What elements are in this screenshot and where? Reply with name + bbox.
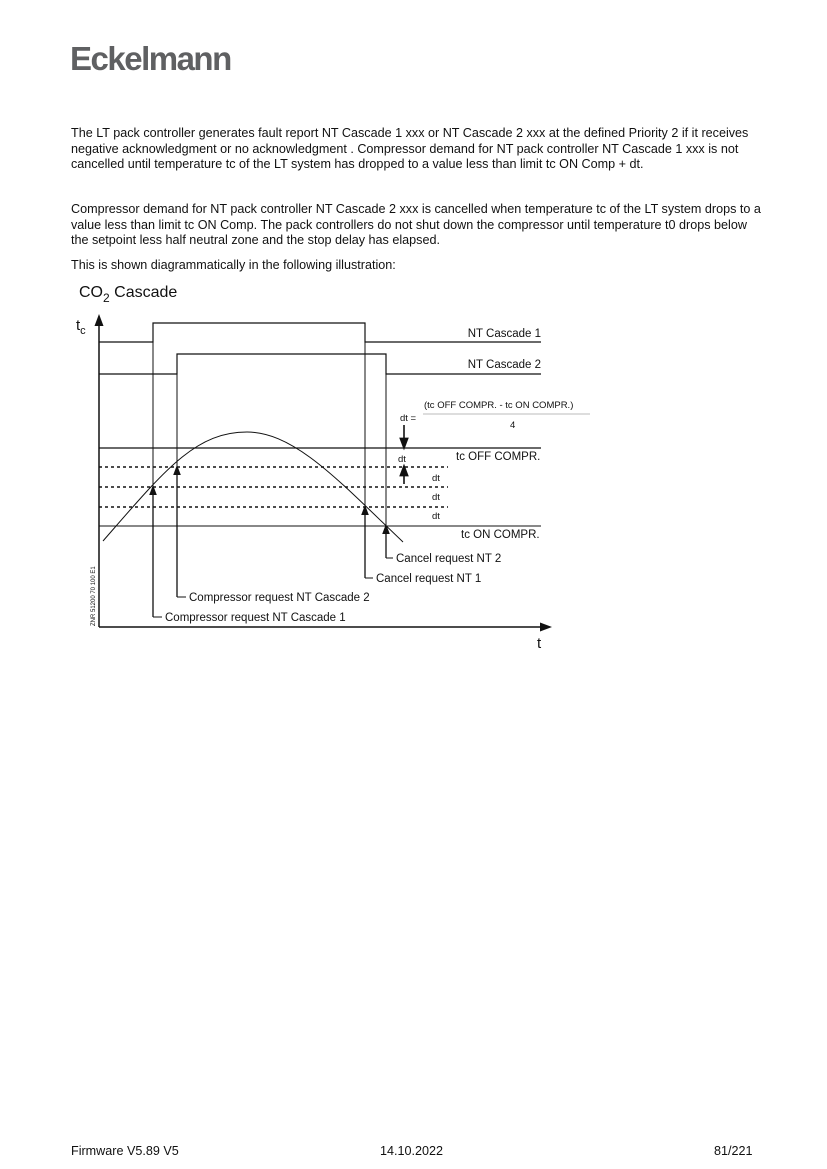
- y-axis-label: $t_c$: [76, 317, 86, 337]
- tc-on-label: tc ON COMPR.: [461, 529, 540, 541]
- tc-off-label: tc OFF COMPR.: [456, 451, 541, 463]
- dt-equals: dt =: [400, 413, 417, 424]
- dt-denominator: 4: [510, 420, 516, 431]
- nt-cascade-2-label: NT Cascade 2: [467, 359, 541, 371]
- svg-text:Cancel request NT 1: Cancel request NT 1: [376, 573, 482, 585]
- cancel-nt1-callout: [365, 510, 481, 585]
- svg-text:Cancel request NT 2: Cancel request NT 2: [396, 553, 502, 565]
- svg-text:Compressor request NT Cascade: Compressor request NT Cascade 2: [189, 592, 370, 604]
- footer-page-number: 81/221: [714, 1144, 753, 1158]
- dt-numerator: (tc OFF COMPR. - tc ON COMPR.): [424, 400, 574, 411]
- figure-id: ZNR 51200 70 100 E1: [91, 566, 97, 626]
- dt-label-top: dt: [398, 454, 406, 465]
- paragraph-illustration-intro: This is shown diagrammatically in the following illustration:: [71, 258, 396, 272]
- svg-text:Compressor request NT Cascade: Compressor request NT Cascade 1: [165, 612, 346, 624]
- dt-label-3: dt: [432, 511, 440, 522]
- diagram-title: $CO_2$ Cascade: [79, 284, 178, 305]
- request-nt2-callout: [177, 470, 370, 604]
- dt-label-2: dt: [432, 492, 440, 503]
- x-axis-label: t: [537, 635, 542, 652]
- paragraph-fault-report: The LT pack controller generates fault report NT Cascade 1 xxx or NT Cascade 2 xxx at the defined Priority 2 if it receives negative acknowledgment or no acknowledgment . Compressor demand for NT pack controller NT Cascade 1 xxx is not cancelled until temperature tc of the LT system has dropped to a value less than limit tc ON Comp + dt.: [71, 126, 749, 171]
- eckelmann-logo: Eckelmann: [70, 40, 231, 77]
- paragraph-cascade-2: Compressor demand for NT pack controller NT Cascade 2 xxx is cancelled when temperature tc of the LT system drops to a value less than limit tc ON Comp. The pack controllers do not shut down the compressor until temperature t0 drops below the setpoint less half neutral zone and the stop delay has elapsed.: [71, 202, 761, 247]
- footer-date: 14.10.2022: [380, 1144, 444, 1158]
- dt-label-1: dt: [432, 473, 440, 484]
- footer-firmware: Firmware V5.89 V5: [71, 1144, 179, 1158]
- nt-cascade-1-label: NT Cascade 1: [467, 328, 541, 340]
